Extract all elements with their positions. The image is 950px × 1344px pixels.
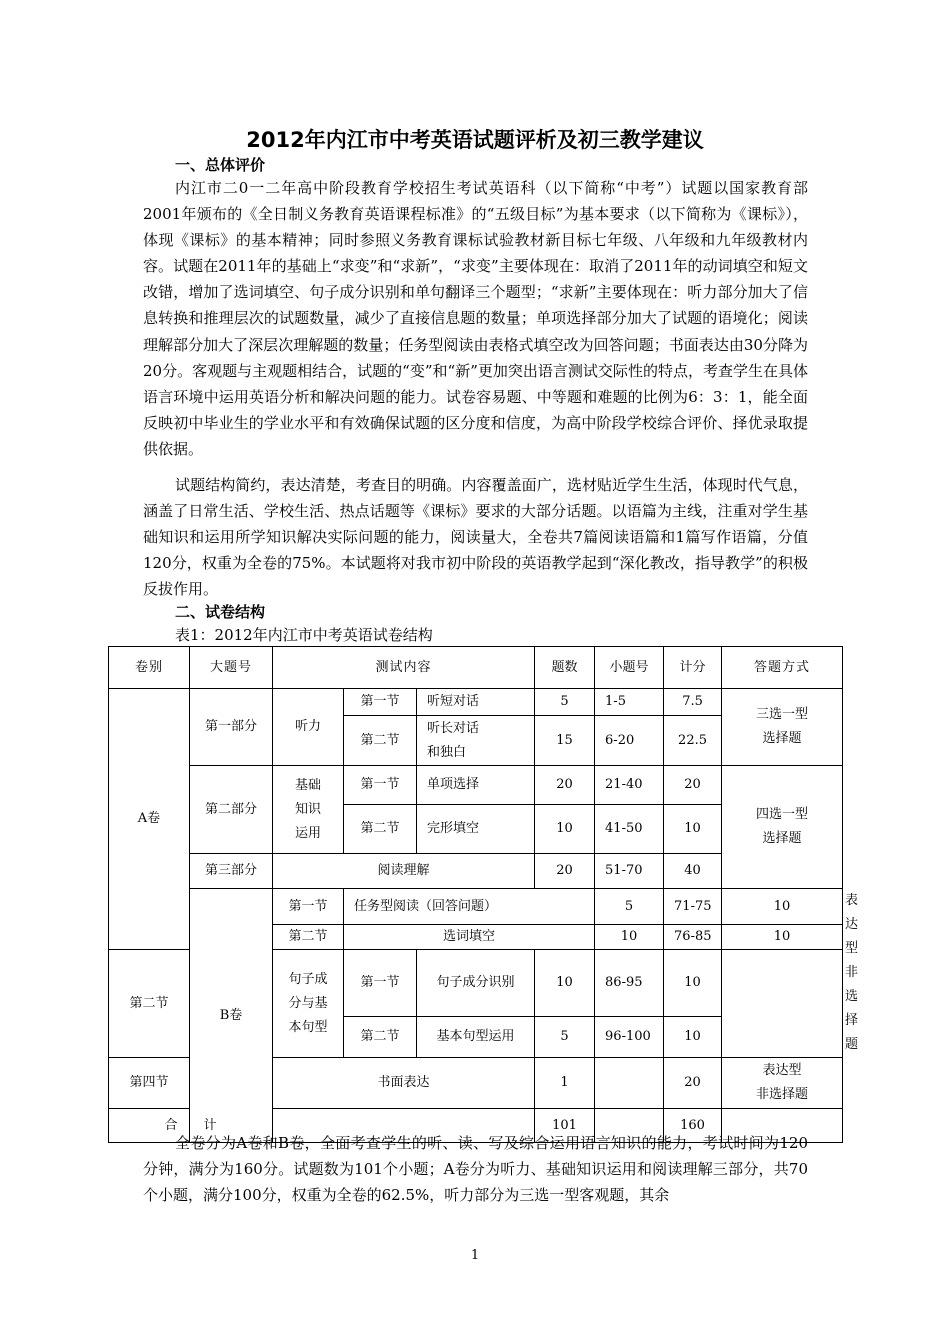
- table-row: [109, 689, 843, 716]
- page-title: 2012年内江市中考英语试题评析及初三教学建议: [246, 128, 704, 152]
- a-format1-line2: 选择题: [762, 731, 802, 746]
- exam-structure-table: [108, 646, 859, 1143]
- b-s4-item: 书面表达: [273, 1058, 535, 1109]
- b-format2: [722, 1058, 843, 1109]
- a-format1: [722, 689, 843, 766]
- total-count: 101: [535, 1109, 595, 1143]
- paper-a-label: A卷: [109, 689, 190, 950]
- b-s3-cat-line2: 分与基: [288, 995, 328, 1011]
- b-s1-nums: 71-75: [664, 889, 722, 925]
- paragraph-overall-1: 内江市二0一二年高中阶段教育学校招生考试英语科（以下简称“中考”）试题以国家教育部2001年颁布的《全日制义务教育英语课程标准》的“五级目标”为基本要求（以下简称为《课标》），体现《课标》的基本精神；同时参照义务教育课标试验教材新目标七年级、八年级和九年级教材内容。试题在2011年的基础上“求变”和“求新”，“求变”主要体现在：取消了2011年的动词填空和短文改错，增加了选词填空、句子成分识别和单句翻译三个题型；“求新”主要体现在：听力部分加大了信息转换和推理层次的试题数量，减少了直接信息题的数量；单项选择部分加大了试题的语境化；阅读理解部分加大了深层次理解题的数量；任务型阅读由表格式填空改为回答问题；书面表达由30分降为20分。客观题与主观题相结合，试题的“变”和“新”更加突出语言测试交际性的特点，考查学生在具体语言环境中运用英语分析和解决问题的能力。试卷容易题、中等题和难题的比例为6：3：1，能全面反映初中毕业生的学业水平和有效确保试题的区分度和信度，为高中阶段学校综合评价、择优录取提供依据。: [143, 179, 808, 458]
- a-p1s2-item-line2: 和独白: [427, 744, 467, 760]
- a-listening: 听力: [273, 689, 344, 766]
- b-s1: 第一节: [273, 889, 344, 925]
- a-basic-line2: 知识: [294, 801, 321, 817]
- a-format2: [722, 766, 843, 889]
- a-p1s2-nums: 6-20: [595, 716, 664, 766]
- paragraph-after-table: 全卷分为A卷和B卷，全面考查学生的听、读、写及综合运用语言知识的能力，考试时间为120分钟，满分为160分。试题数为101个小题；A卷分为听力、基础知识运用和阅读理解三部分，共70个小题，满分100分，权重为全卷的62.5%，听力部分为三选一型客观题，其余: [143, 1134, 808, 1205]
- b-s3b: 第二节: [344, 1017, 417, 1058]
- b-s4-count: 1: [535, 1058, 595, 1109]
- b-s3b-item: 基本句型运用: [417, 1017, 535, 1058]
- a-reading: 阅读理解: [273, 854, 535, 889]
- a-p2s1-count: 20: [535, 766, 595, 805]
- a-p1s1-score: 7.5: [664, 689, 722, 716]
- table-row: [109, 766, 843, 805]
- a-format2-line1: 四选一型: [756, 807, 809, 822]
- a-basic-knowledge: [273, 766, 344, 854]
- b-s3b-nums: 96-100: [595, 1017, 664, 1058]
- a-p1s1-nums: 1-5: [595, 689, 664, 716]
- a-format2-line2: 选择题: [762, 831, 802, 846]
- b-s4: 第四节: [109, 1058, 190, 1109]
- a-p2s1: 第一节: [344, 766, 417, 805]
- paper-b-label: B卷: [190, 889, 273, 1143]
- a-p2s1-score: 20: [664, 766, 722, 805]
- a-p3-count: 20: [535, 854, 595, 889]
- header-format: 答题方式: [722, 647, 843, 689]
- b-s4-score: 20: [664, 1058, 722, 1109]
- b-s1-score: 10: [722, 889, 843, 925]
- section-heading-overall: 一、总体评价: [175, 156, 266, 174]
- a-p1s2-item: [417, 716, 535, 766]
- header-numbers: 小题号: [595, 647, 664, 689]
- b-s3-cat-line1: 句子成: [288, 971, 328, 987]
- a-part1: 第一部分: [190, 689, 273, 766]
- header-count: 题数: [535, 647, 595, 689]
- b-s1-item: 任务型阅读（回答问题）: [344, 889, 595, 925]
- table-row: B卷 第一节 任务型阅读（回答问题） 5 71-75 10 表达型 非选择题: [109, 889, 843, 925]
- b-s3: 第二节: [109, 950, 190, 1058]
- header-part: 大题号: [190, 647, 273, 689]
- b-s1-count: 5: [595, 889, 664, 925]
- a-p1s2-count: 15: [535, 716, 595, 766]
- section-heading-structure: 二、试卷结构: [175, 603, 266, 621]
- b-s3a-score: 10: [664, 950, 722, 1017]
- b-format2-line2: 非选择题: [756, 1087, 809, 1102]
- b-s3b-count: 5: [535, 1017, 595, 1058]
- header-paper: 卷别: [109, 647, 190, 689]
- b-s2-item: 选词填空: [344, 925, 595, 950]
- b-s3-category: [273, 950, 344, 1058]
- a-basic-line3: 运用: [294, 825, 321, 841]
- a-p1s1-item: 听短对话: [417, 689, 535, 716]
- page-number: 1: [470, 1248, 480, 1263]
- b-s2: 第二节: [273, 925, 344, 950]
- table-header-row: [109, 647, 843, 689]
- header-content: 测试内容: [273, 647, 535, 689]
- a-p1s2-score: 22.5: [664, 716, 722, 766]
- b-s4-nums: [595, 1058, 664, 1109]
- a-p1s1-count: 5: [535, 689, 595, 716]
- a-p1s2-item-line1: 听长对话: [427, 720, 480, 736]
- a-basic-line1: 基础: [294, 777, 321, 793]
- a-p2s2: 第二节: [344, 805, 417, 854]
- a-p2s2-nums: 41-50: [595, 805, 664, 854]
- table-caption: 表1：2012年内江市中考英语试卷结构: [175, 626, 433, 644]
- paragraph-overall-2: 试题结构简约，表达清楚，考查目的明确。内容覆盖面广，选材贴近学生生活，体现时代气息，涵盖了日常生活、学校生活、热点话题等《课标》要求的大部分话题。以语篇为主线，注重对学生基础知识和运用所学知识解决实际问题的能力，阅读量大，全卷共7篇阅读语篇和1篇写作语篇，分值120分，权重为全卷的75%。本试题将对我市初中阶段的英语教学起到“深化教改，指导教学”的积极反拔作用。: [143, 476, 808, 599]
- b-format2-line1: 表达型: [762, 1063, 802, 1078]
- total-score: 160: [664, 1109, 722, 1143]
- a-p3-score: 40: [664, 854, 722, 889]
- a-p2s2-item: 完形填空: [417, 805, 535, 854]
- a-p3-nums: 51-70: [595, 854, 664, 889]
- b-s3a: 第一节: [344, 950, 417, 1017]
- a-p2s1-nums: 21-40: [595, 766, 664, 805]
- b-s3b-score: 10: [664, 1017, 722, 1058]
- b-s3a-nums: 86-95: [595, 950, 664, 1017]
- a-format1-line1: 三选一型: [756, 707, 809, 722]
- a-p2s1-item: 单项选择: [417, 766, 535, 805]
- a-p1s1: 第一节: [344, 689, 417, 716]
- b-s2-count: 10: [595, 925, 664, 950]
- a-p1s2: 第二节: [344, 716, 417, 766]
- a-p2s2-score: 10: [664, 805, 722, 854]
- b-s2-score: 10: [722, 925, 843, 950]
- header-score: 计分: [664, 647, 722, 689]
- a-p2s2-count: 10: [535, 805, 595, 854]
- b-s3a-item: 句子成分识别: [417, 950, 535, 1017]
- a-part2: 第二部分: [190, 766, 273, 854]
- b-s3a-count: 10: [535, 950, 595, 1017]
- b-s2-nums: 76-85: [664, 925, 722, 950]
- b-s3-cat-line3: 本句型: [288, 1019, 328, 1035]
- total-label: 合 计: [109, 1109, 273, 1143]
- a-part3: 第三部分: [190, 854, 273, 889]
